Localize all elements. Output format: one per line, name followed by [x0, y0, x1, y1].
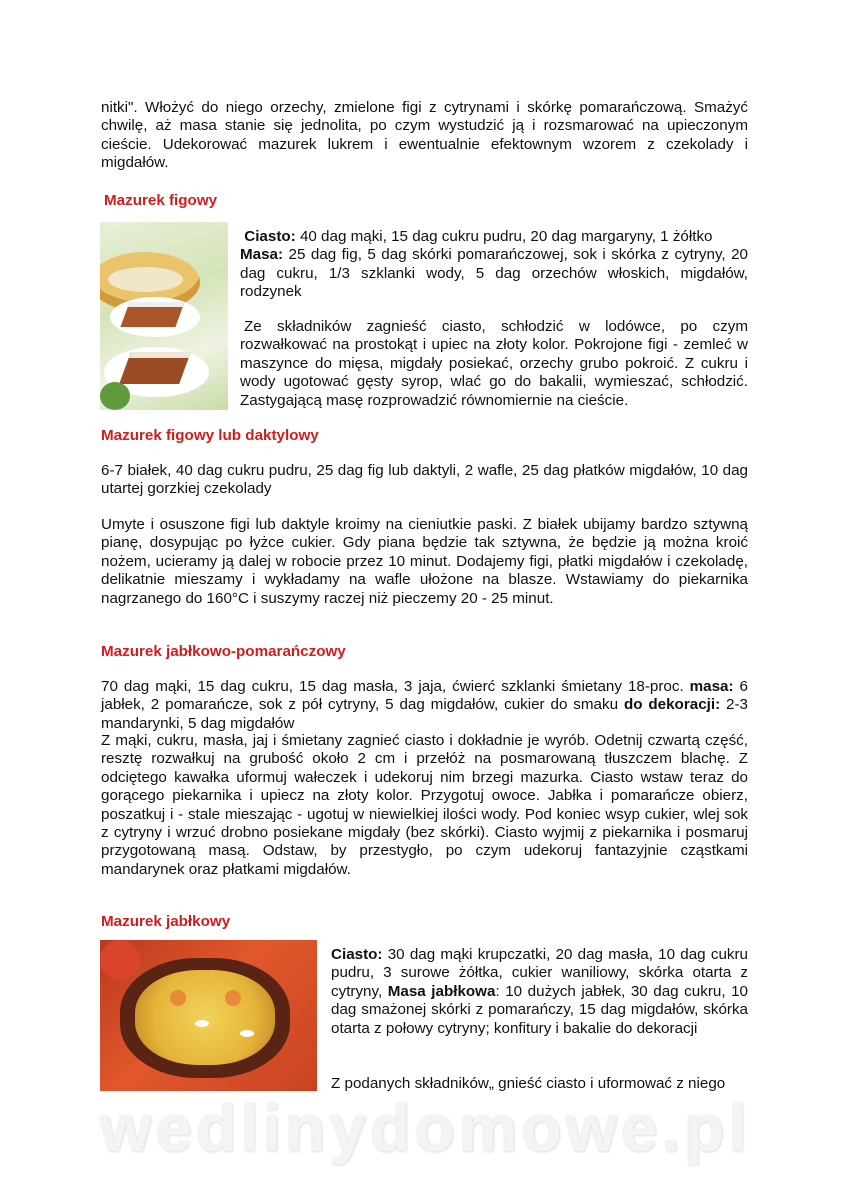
mazurek-daktylowy-ingredients: 6-7 białek, 40 dag cukru pudru, 25 dag fig lub daktyli, 2 wafle, 25 dag płatków migdałów, 10 dag utartej gorzkiej czekolady: [101, 462, 748, 498]
ingredient-label: masa:: [689, 678, 734, 695]
ingredient-label: Ciasto:: [244, 228, 296, 245]
ingredient-label: Ciasto:: [331, 946, 383, 963]
ingredient-text: 2-3 mandarynki, 5 dag migdałów: [101, 696, 748, 732]
ingredient-text: : 10 dużych jabłek, 30 dag cukru, 10 dag smażonej skórki z pomarańczy, 15 dag migdałów, skórka otarta z połowy cytryny; konfitury i bakalie do dekoracji: [331, 982, 748, 1037]
mazurek-jablkowo-pomaranczowy-ingredients: [101, 678, 748, 733]
mazurek-daktylowy-method: Umyte i osuszone figi lub daktyle kroimy na cieniutkie paski. Z białek ubijamy bardzo sztywną pianę, dosypując po łyżce cukier. Gdy piana będzie tak sztywna, że będzie ją można kroić nożem, ucieramy ją dalej w robocie przez 10 minut. Dodajemy figi, płatki migdałów i czekoladę, delikatnie mieszamy i wykładamy na wafle ułożone na blasze. Wstawiamy do piekarnika nagrzanego do 160°C i suszymy raczej niż pieczemy 20 - 25 minut.: [101, 516, 748, 607]
mazurek-jablkowo-pomaranczowy-method: Z mąki, cukru, masła, jaj i śmietany zagnieć ciasto i dokładnie je wyrób. Odetnij czwartą część, resztę rozwałkuj na grubość około 2 cm i przełóż na posmarowaną tłuszczem blachę. Z odciętego kawałka uformuj wałeczek i udekoruj nim brzegi mazurka. Ciasto wstaw teraz do gorącego piekarnika i upiecz na złoty kolor. Przygotuj owoce. Jabłka i pomarańcze obierz, poszatkuj i - stale mieszając - ugotuj w niewielkiej ilości wody. Pod koniec wsyp cukier, wlej sok z cytryny i wrzuć drobno posiekane migdały (bez skórki). Ciasto wyjmij z piekarnika i posmaruj przygotowaną masą. Odstaw, by przestygło, po czym udekoruj fantazyjnie cząstkami mandarynek oraz płatkami migdałów.: [101, 732, 748, 878]
mazurek-jablkowy-method: Z podanych składników„ gnieść ciasto i uformować z niego: [331, 1075, 726, 1092]
ingredient-text: 25 dag fig, 5 dag skórki pomarańczowej, sok i skórka z cytryny, 20 dag cukru, 1/3 szklanki wody, 5 dag orzechów włoskich, migdałów, rodzynek: [240, 246, 748, 301]
recipe-title-mazurek-figowy: Mazurek figowy: [104, 192, 218, 209]
mazurek-jablkowy-ingredients: [331, 946, 748, 1038]
recipe-title-mazurek-jablkowo-pomaranczowy: Mazurek jabłkowo-pomarańczowy: [101, 643, 346, 660]
mazurek-jablkowy-photo: [100, 940, 317, 1091]
mazurek-figowy-ingredients: [240, 228, 748, 302]
ingredient-text: 30 dag mąki krupczatki, 20 dag masła, 10 dag cukru pudru, 3 surowe żółtka, cukier waniliowy, skórka otarta z cytryny,: [331, 946, 748, 1000]
mazurek-figowy-photo: [100, 222, 228, 410]
ingredient-text: 6 jabłek, 2 pomarańcze, sok z pół cytryny, 5 dag migdałów, cukier do smaku: [101, 678, 748, 714]
watermark: wedlinydomowe.pl: [100, 1091, 751, 1165]
recipe-title-mazurek-jablkowy: Mazurek jabłkowy: [101, 913, 231, 930]
ingredient-label: Masa jabłkowa: [387, 982, 496, 1000]
mazurek-figowy-method: Ze składników zagnieść ciasto, schłodzić w lodówce, po czym rozwałkować na prostokąt i upiec na złoty kolor. Pokrojone figi - zemleć w maszynce do mięsa, migdały posiekać, orzechy grubo pokroić. Z cukru i wody ugotować gęsty syrop, wlać go do bakalii, wymieszać, schłodzić. Zastygającą masę rozprowadzić równomiernie na cieście.: [240, 318, 748, 409]
recipe-title-mazurek-figowy-lub-daktylowy: Mazurek figowy lub daktylowy: [101, 427, 319, 444]
ingredient-text: 40 dag mąki, 15 dag cukru pudru, 20 dag margaryny, 1 żółtko: [295, 228, 713, 245]
ingredient-text: 70 dag mąki, 15 dag cukru, 15 dag masła, 3 jaja, ćwierć szklanki śmietany 18-proc.: [101, 678, 690, 695]
ingredient-label: Masa:: [240, 246, 284, 264]
ingredient-label: do dekoracji:: [623, 696, 721, 714]
intro-paragraph: nitki". Włożyć do niego orzechy, zmielone figi z cytrynami i skórkę pomarańczową. Smażyć chwilę, aż masa stanie się jednolita, po czym wystudzić ją i rozsmarować na upieczonym cieście. Udekorować mazurek lukrem i ewentualnie efektownym wzorem z czekolady i migdałów.: [101, 99, 748, 172]
